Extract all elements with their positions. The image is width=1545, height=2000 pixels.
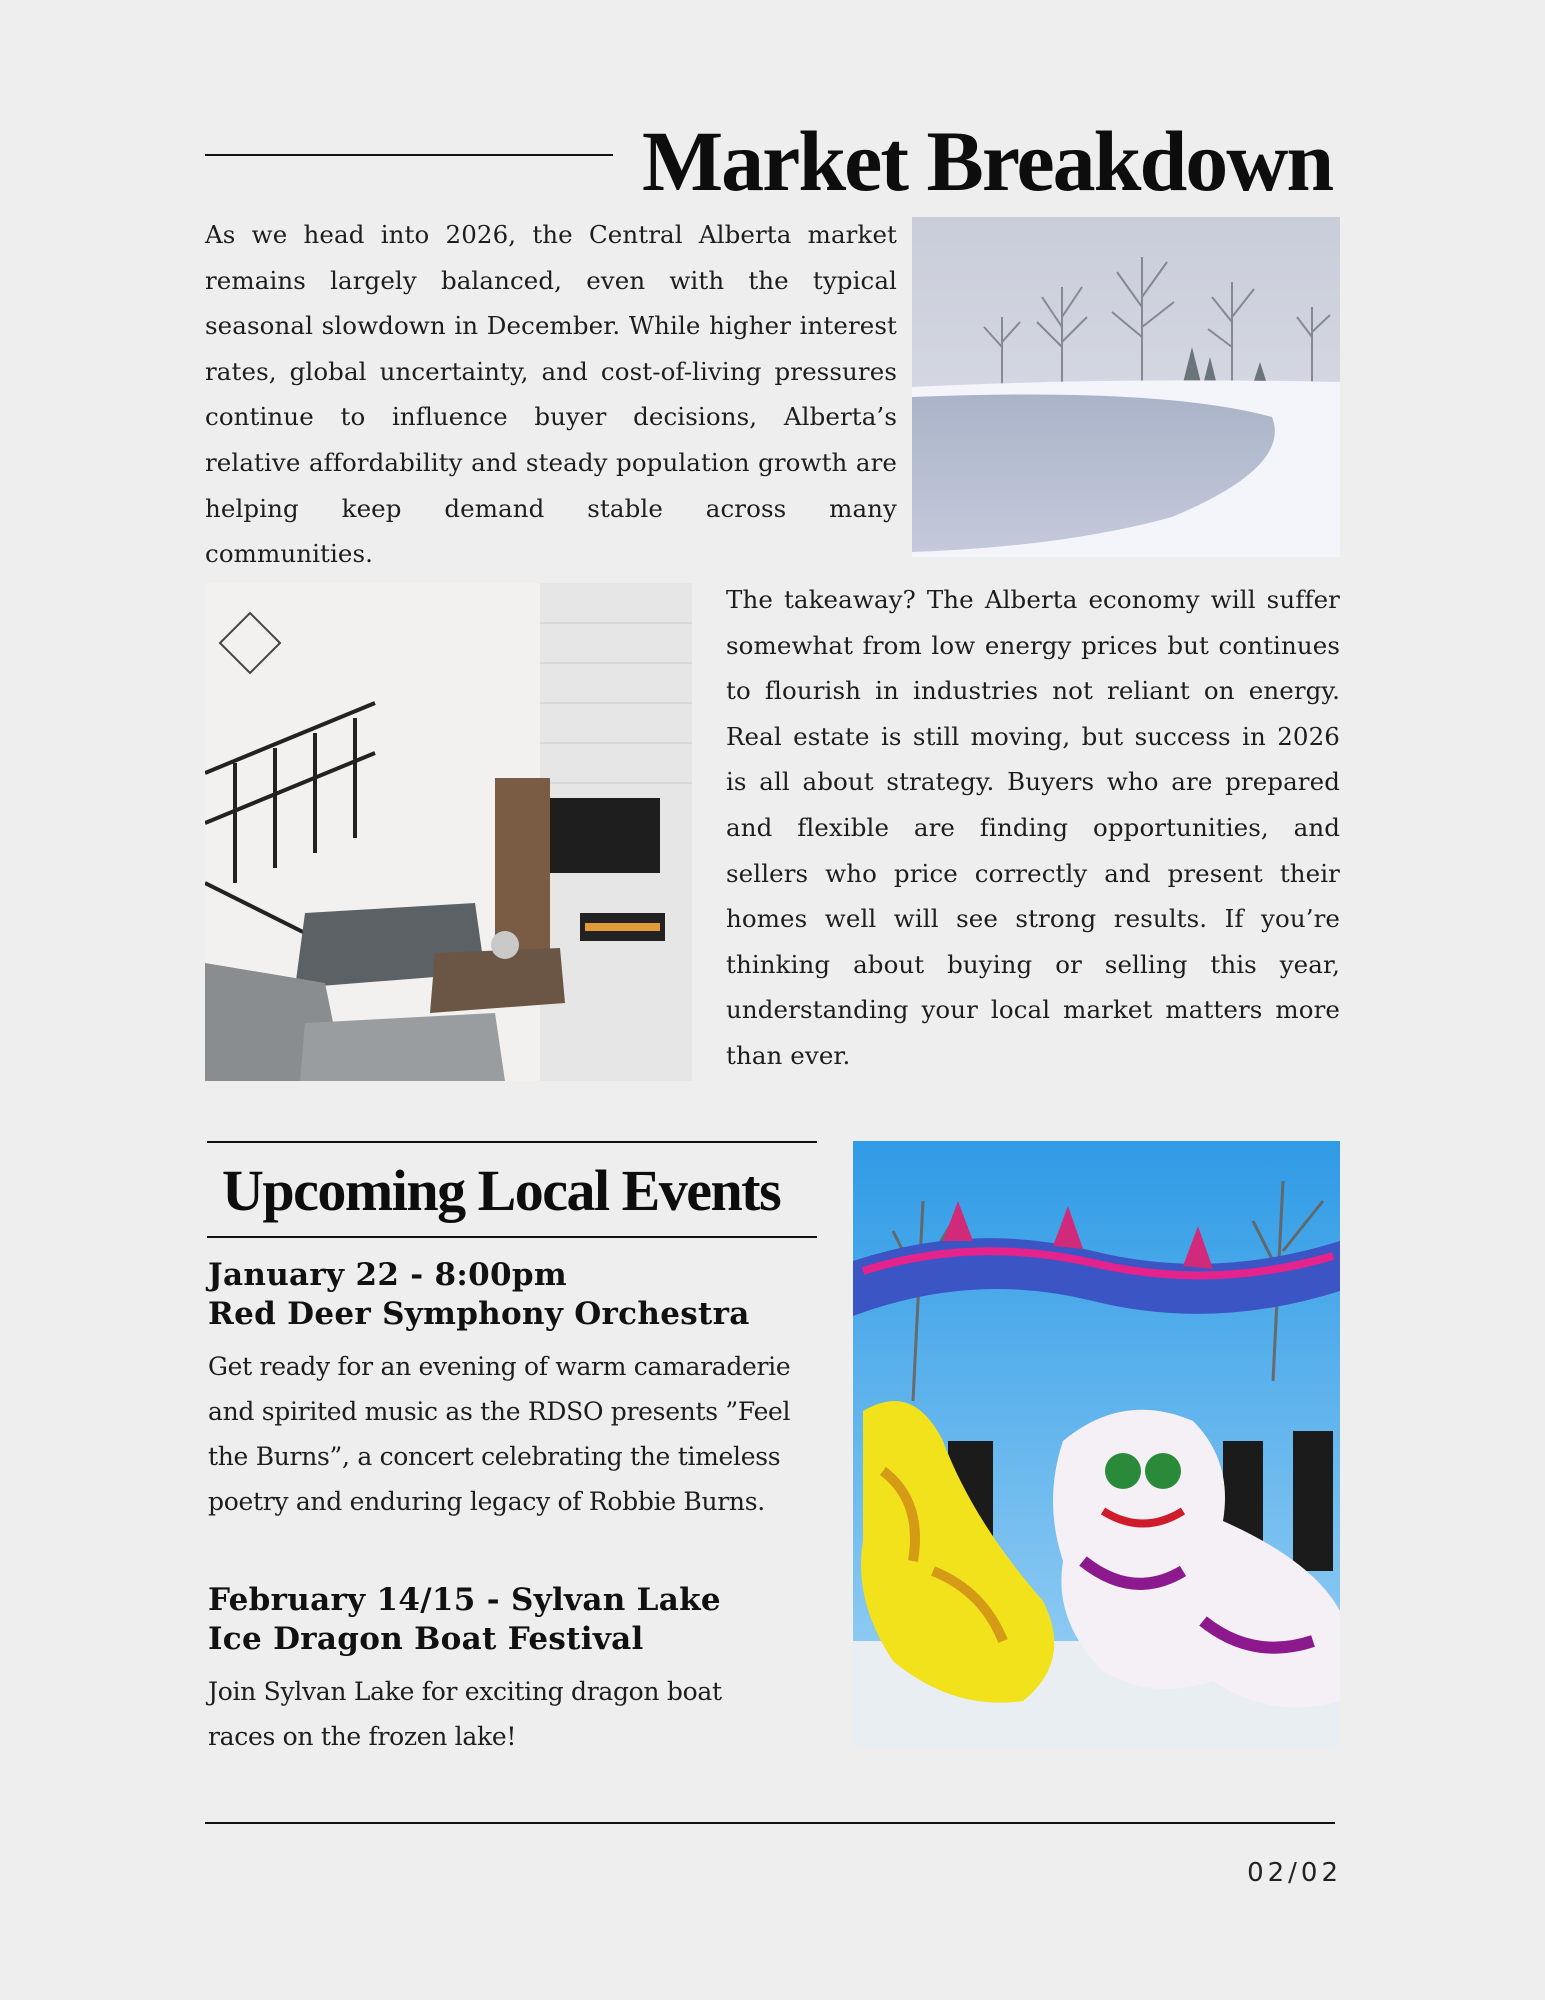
event-1-name: Red Deer Symphony Orchestra: [208, 1296, 750, 1332]
events-heading-rule-bottom: [207, 1236, 817, 1238]
market-takeaway-paragraph: The takeaway? The Alberta economy will suffer somewhat from low energy prices but continues to flourish in industries not reliant on energy. Real estate is still moving, but success in 2026 is all about strategy. Buyers who are prepared and flexible are finding opportunities, and sellers who price correctly and present their homes well will see strong results. If you’re thinking about buying or selling this year, understanding your local market matters more than ever.: [726, 585, 1340, 1070]
winter-lake-photo: [912, 217, 1340, 557]
events-heading-rule-top: [207, 1141, 817, 1143]
event-2-date: February 14/15 - Sylvan Lake: [208, 1582, 721, 1618]
event-2-description: Join Sylvan Lake for exciting dragon boat races on the frozen lake!: [208, 1677, 722, 1751]
market-heading: Market Breakdown: [642, 113, 1333, 209]
market-intro-paragraph: As we head into 2026, the Central Alberta market remains largely balanced, even with the typical seasonal slowdown in December. While higher interest rates, global uncertainty, and cost-of-living pressures continue to influence buyer decisions, Alberta’s relative affordability and steady population growth are helping keep demand stable across many communities.: [205, 220, 897, 569]
event-1-date: January 22 - 8:00pm: [208, 1257, 567, 1293]
heading-rule-left: [205, 154, 613, 156]
footer-rule: [205, 1822, 1335, 1824]
lion-dance-photo: [853, 1141, 1340, 1748]
living-room-photo: [205, 583, 692, 1081]
events-heading: Upcoming Local Events: [222, 1158, 781, 1223]
event-2-name: Ice Dragon Boat Festival: [208, 1621, 644, 1657]
event-1-description: Get ready for an evening of warm camaraderie and spirited music as the RDSO presents ”Feel the Burns”, a concert celebrating the timeless poetry and enduring legacy of Robbie Burns.: [208, 1352, 791, 1516]
page-number: 02/02: [1247, 1858, 1342, 1888]
